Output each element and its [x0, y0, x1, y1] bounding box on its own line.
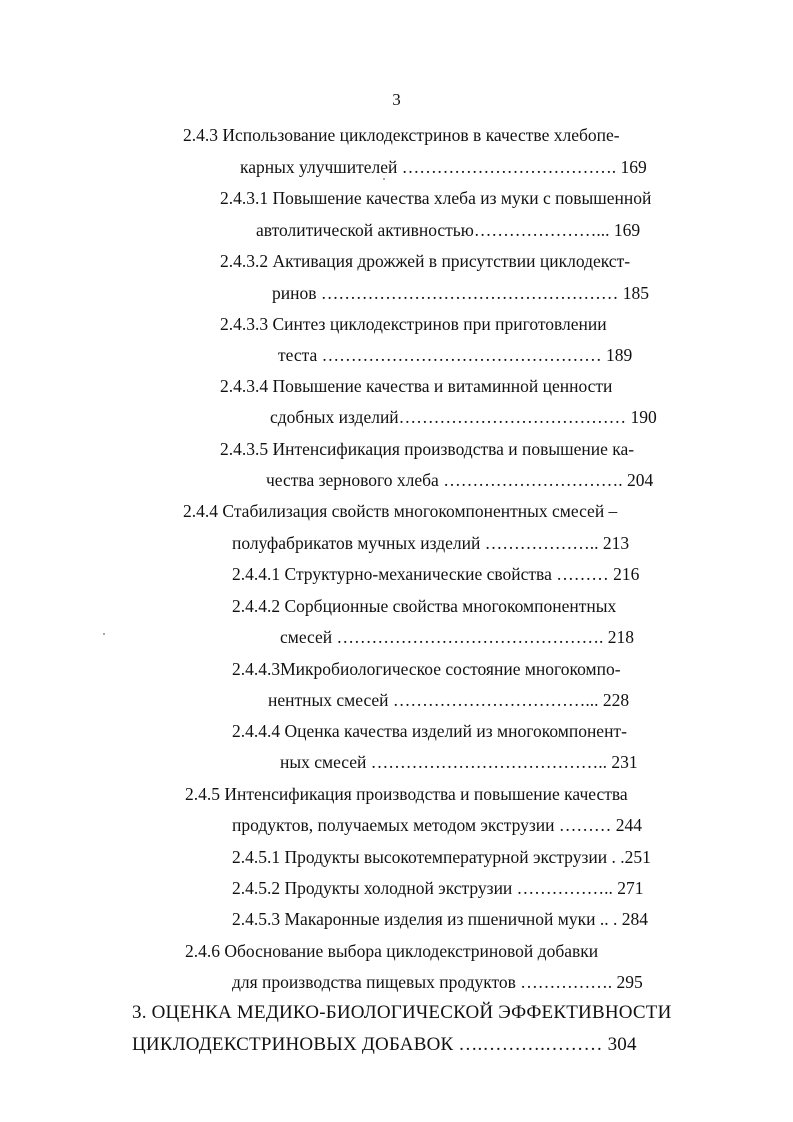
toc-line: сдобных изделий………………………………… 190	[270, 407, 657, 427]
toc-line: 2.4.5.3 Макаронные изделия из пшеничной муки .. . 284	[232, 909, 648, 929]
toc-line: 2.4.3.3 Синтез циклодекстринов при приготовлении	[220, 314, 607, 334]
toc-line: чества зернового хлеба …………………………. 204	[266, 470, 654, 490]
toc-line: ринов …………………………………………… 185	[272, 283, 649, 303]
toc-line: 2.4.5.2 Продукты холодной экструзии …………….. 271	[232, 878, 644, 898]
toc-line: автолитической активностью…………………... 169	[256, 220, 641, 240]
toc-line: 2.4.4.4 Оценка качества изделий из многокомпонент-	[232, 721, 627, 741]
toc-line: для производства пищевых продуктов ……………. 295	[232, 972, 643, 992]
toc-line: нентных смесей ……………………………... 228	[268, 690, 630, 710]
toc-line: 2.4.3.1 Повышение качества хлеба из муки с повышенной	[220, 188, 652, 208]
toc-line: 2.4.4.3Микробиологическое состояние многокомпо-	[232, 659, 621, 679]
toc-line: 2.4.5.1 Продукты высокотемпературной экструзии . .251	[232, 847, 651, 867]
toc-line: 2.4.6 Обоснование выбора циклодекстриновой добавки	[185, 941, 599, 961]
page-number: 3	[392, 90, 401, 109]
toc-line: 2.4.4 Стабилизация свойств многокомпонентных смесей –	[183, 501, 618, 521]
toc-line: теста ………………………………………… 189	[278, 345, 633, 365]
toc-line: 2.4.3.4 Повышение качества и витаминной ценности	[220, 376, 613, 396]
toc-chapter-line: 3. ОЦЕНКА МЕДИКО-БИОЛОГИЧЕСКОЙ ЭФФЕКТИВНОСТИ	[132, 1002, 672, 1023]
toc-line: 2.4.4.1 Структурно-механические свойства ……… 216	[232, 564, 640, 584]
toc-line: карных улучшителей ………………………………. 169	[240, 157, 647, 177]
toc-line: 2.4.4.2 Сорбционные свойства многокомпонентных	[232, 596, 617, 616]
toc-line: полуфабрикатов мучных изделий ……………….. 213	[232, 533, 630, 553]
toc-line: 2.4.3.5 Интенсификация производства и повышение ка-	[220, 439, 635, 459]
toc-line: 2.4.5 Интенсификация производства и повышение качества	[185, 784, 628, 804]
toc-chapter-line: ЦИКЛОДЕКСТРИНОВЫХ ДОБАВОК ….……….……… 304	[132, 1034, 637, 1055]
toc-line: продуктов, получаемых методом экструзии ……… 244	[232, 815, 643, 835]
toc-line: смесей ………………………………………. 218	[280, 627, 635, 647]
toc-line: 2.4.3.2 Активация дрожжей в присутствии циклодекст-	[220, 251, 631, 271]
toc-line: ных смесей ………………………………….. 231	[280, 752, 638, 772]
toc-line: 2.4.3 Использование циклодекстринов в качестве хлебопе-	[183, 125, 620, 145]
